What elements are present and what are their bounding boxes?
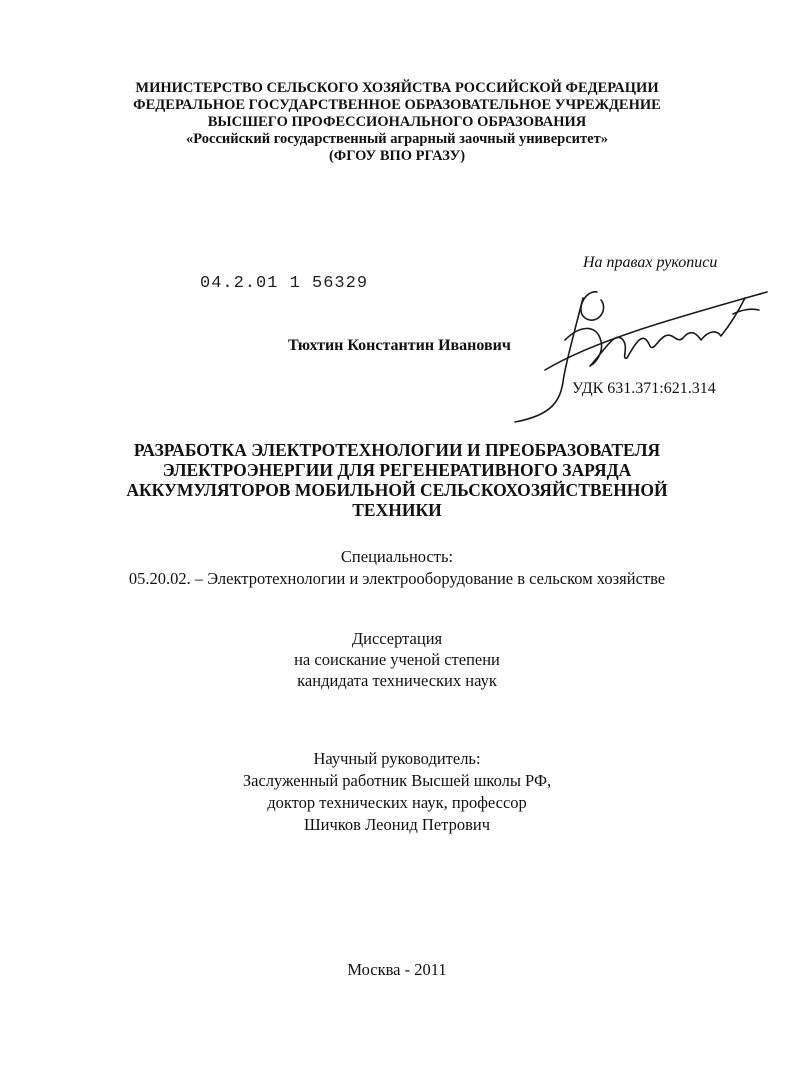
signature-stroke-body bbox=[565, 298, 745, 366]
speciality-block bbox=[0, 546, 794, 590]
author-name: Тюхтин Константин Иванович bbox=[288, 337, 511, 354]
speciality-label: Специальность: bbox=[340, 547, 454, 566]
header-line-4: «Российский государственный аграрный заочный университет» bbox=[186, 131, 608, 147]
signature-stroke-main bbox=[515, 298, 583, 422]
city-year: Москва - 2011 bbox=[347, 960, 447, 979]
registration-stamp-number: 04.2.01 1 56329 bbox=[200, 274, 369, 293]
manuscript-rights-note: На правах рукописи bbox=[583, 254, 718, 271]
dissertation-degree-block bbox=[0, 628, 794, 691]
ministry-header bbox=[0, 80, 794, 165]
degree-line-2: на соискание ученой степени bbox=[294, 650, 500, 669]
author-signature bbox=[505, 270, 775, 430]
header-line-3: ВЫСШЕГО ПРОФЕССИОНАЛЬНОГО ОБРАЗОВАНИЯ bbox=[207, 114, 587, 130]
supervisor-title: Заслуженный работник Высшей школы РФ, bbox=[242, 771, 552, 790]
speciality-value: 05.20.02. – Электротехнологии и электрооборудование в сельском хозяйстве bbox=[128, 569, 666, 588]
dissertation-title bbox=[0, 440, 794, 520]
header-line-2: ФЕДЕРАЛЬНОЕ ГОСУДАРСТВЕННОЕ ОБРАЗОВАТЕЛЬНОЕ УЧРЕЖДЕНИЕ bbox=[133, 97, 661, 113]
signature-stroke-loop bbox=[581, 292, 604, 320]
degree-line-1: Диссертация bbox=[351, 629, 443, 648]
supervisor-name: Шичков Леонид Петрович bbox=[303, 815, 491, 834]
degree-line-3: кандидата технических наук bbox=[297, 671, 497, 690]
title-line-4: ТЕХНИКИ bbox=[352, 500, 442, 520]
title-line-3: АККУМУЛЯТОРОВ МОБИЛЬНОЙ СЕЛЬСКОХОЗЯЙСТВЕННОЙ bbox=[126, 480, 668, 500]
supervisor-degree: доктор технических наук, профессор bbox=[267, 793, 527, 812]
header-line-1: МИНИСТЕРСТВО СЕЛЬСКОГО ХОЗЯЙСТВА РОССИЙСКОЙ ФЕДЕРАЦИИ bbox=[135, 80, 659, 96]
title-line-1: РАЗРАБОТКА ЭЛЕКТРОТЕХНОЛОГИИ И ПРЕОБРАЗОВАТЕЛЯ bbox=[133, 440, 661, 460]
header-line-5: (ФГОУ ВПО РГАЗУ) bbox=[328, 148, 466, 164]
supervisor-label: Научный руководитель: bbox=[313, 749, 481, 768]
title-line-2: ЭЛЕКТРОЭНЕРГИИ ДЛЯ РЕГЕНЕРАТИВНОГО ЗАРЯДА bbox=[162, 460, 632, 480]
udk-code: УДК 631.371:621.314 bbox=[572, 380, 716, 397]
supervisor-block bbox=[0, 748, 794, 836]
